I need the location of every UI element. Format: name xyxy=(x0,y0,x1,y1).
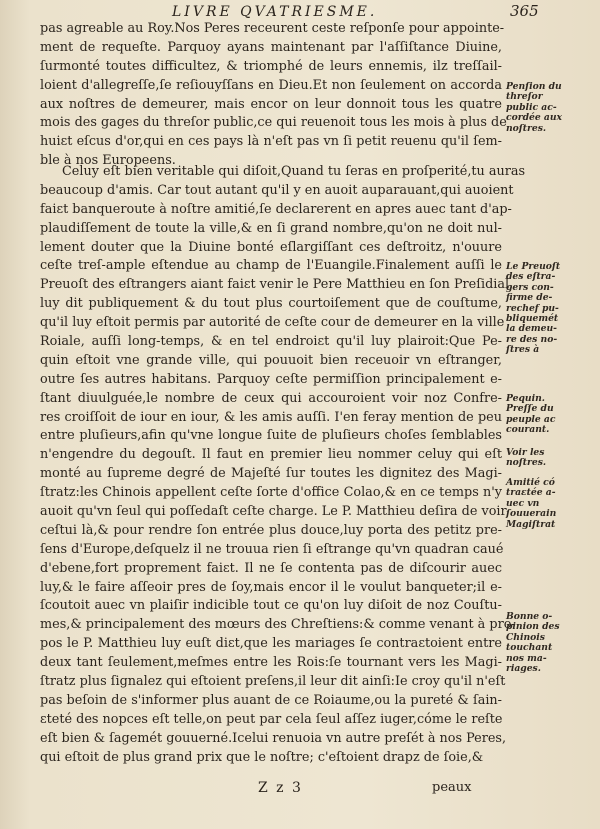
text-line: ceſte treſ-ample eſtendue au champ de l'Euangile.Finalement auſſi le xyxy=(40,258,502,274)
text-line: eſt bien & ſagemét gouuerné.Icelui renuoia vn autre preſét à nos Peres, xyxy=(40,730,507,746)
margin-note-line: Penſion du xyxy=(506,81,562,92)
text-line: ble à nos Europeens. xyxy=(40,153,176,169)
text-line: ɛteté des nopces eſt telle,on peut par cela ſeul aſſez iuger,cóme le reſte xyxy=(40,711,503,727)
text-line: ſtant diuulguée,le nombre de ceux qui accouroient voir noz Confre- xyxy=(40,390,502,406)
text-line: res croiſſoit de iour en iour, & les amis auſſi. I'en feray mention de peu xyxy=(40,409,502,425)
margin-note-line: Chinois xyxy=(506,631,545,643)
margin-note-pension xyxy=(506,82,596,134)
text-line: ceſtui là,& pour rendre ſon entrée plus douce,luy porta des petitz pre- xyxy=(40,522,502,538)
text-line: deux tant ſeulement,meſmes entre les Rois:ſe tournant vers les Magi- xyxy=(40,655,502,671)
margin-note-voir xyxy=(506,448,596,469)
text-line: aux noſtres de demeurer, mais encor on leur donnoit tous les quatre xyxy=(40,96,502,112)
text-line: pas agreable au Roy.Nos Peres receurent ceste reſponſe pour appointe- xyxy=(40,21,505,36)
margin-note-line: bliquemét xyxy=(506,312,559,324)
margin-note-line: la demeu- xyxy=(506,323,557,335)
margin-note-line: noſtres. xyxy=(506,122,547,134)
margin-note-line: cordée aux xyxy=(506,112,562,124)
text-line: ſtratz plus ſignalez qui eſtoient preſens,il leur dit ainſi:Ie croy qu'il n'eſt xyxy=(40,674,506,690)
signature-mark: Z z 3 xyxy=(258,780,303,796)
text-line: ment de requeſte. Parquoy ayans maintenant par l'aſſiſtance Diuine, xyxy=(40,39,502,55)
margin-note-line: nos ma- xyxy=(506,652,547,664)
text-line: ſurmonté toutes difficultez, & triomphé de leurs ennemis, ilz treſſail- xyxy=(40,58,502,74)
margin-note-mariages xyxy=(506,612,596,674)
margin-note-line: Bonne o- xyxy=(506,611,553,622)
text-line: outre ſes autres habitans. Parquoy ceſte permiſſion principalement e- xyxy=(40,371,502,387)
margin-note-line: pinion des xyxy=(506,621,560,633)
margin-note-line: ſtres à xyxy=(506,344,540,356)
catchword: peaux xyxy=(432,780,472,795)
margin-note-line: peuple ac xyxy=(506,413,556,425)
margin-note-line: noſtres. xyxy=(506,457,547,469)
text-line: luy,& le faire aſſeoir pres de ſoy,mais encor il le voulut banqueter;il e- xyxy=(40,579,502,595)
text-line: n'engendre du degouſt. Il faut en premier lieu nommer celuy qui eſt xyxy=(40,447,502,463)
margin-note-line: Magiſtrat xyxy=(506,518,556,530)
margin-note-line: gers con- xyxy=(506,281,554,293)
page-footer xyxy=(0,778,600,802)
text-line: Celuy eſt bien veritable qui diſoit,Quand tu ſeras en proſperité,tu auras xyxy=(62,164,526,179)
margin-note-line: traɛtée a- xyxy=(506,487,556,499)
margin-note-amitie xyxy=(506,478,596,530)
text-line: qu'il luy eſtoit permis par autorité de ceſte cour de demeurer en la ville xyxy=(40,315,505,331)
margin-note-line: Preſſe du xyxy=(506,403,554,415)
text-line: pas beſoin de s'informer plus auant de ce Roiaume,ou la pureté & ſain- xyxy=(40,692,502,708)
text-line: entre pluſieurs,afin qu'vne longue ſuite de pluſieurs choſes ſemblables xyxy=(40,428,502,444)
text-line: pos le P. Matthieu luy euſt diɛt,que les mariages ſe contraɛtoient entre xyxy=(40,636,502,652)
margin-note-line: ſouuerain xyxy=(506,508,557,520)
margin-note-line: firme de- xyxy=(506,292,553,304)
text-line: monté au ſupreme degré de Majeſté ſur toutes les dignitez des Magi- xyxy=(40,466,502,482)
text-line: Preuoſt des eſtrangers aiant faiɛt venir le Pere Matthieu en ſon Preſidial, xyxy=(40,277,514,293)
margin-note-line: Le Preuoſt xyxy=(506,261,561,272)
text-line: faiɛt banqueroute à noſtre amitié,ſe declarerent en apres auec tant d'ap- xyxy=(40,201,512,217)
margin-note-line: Pequin. xyxy=(506,393,545,404)
text-line: loient d'allegreſſe,ſe reſiouyſſans en Dieu.Et non ſeulement on accorda xyxy=(40,77,502,93)
margin-note-line: uec vn xyxy=(506,497,540,509)
margin-note-line: courant. xyxy=(506,424,550,436)
text-line: Roiale, auſſi long-temps, & en tel endroiɛt qu'il luy plairoit:Que Pe- xyxy=(40,334,502,350)
text-line: mes,& principalement des mœurs des Chreſtiens:& comme venant à pro- xyxy=(40,617,516,633)
text-line: lement douter que la Diuine bonté eſlargiſſant ces deſtroitz, n'ouure xyxy=(40,239,502,255)
text-line: beaucoup d'amis. Car tout autant qu'il y en auoit auparauant,qui auoient xyxy=(40,182,514,198)
margin-note-line: rechef pu- xyxy=(506,302,559,314)
margin-note-line: threſor xyxy=(506,91,543,103)
paragraph-1 xyxy=(40,20,507,171)
margin-note-line: public ac- xyxy=(506,101,557,113)
margin-note-prevost xyxy=(506,262,596,356)
text-line: plaudiſſement de toute la ville,& en ſi grand nombre,qu'on ne doit nul- xyxy=(40,220,502,236)
text-line: qui eſtoit de plus grand prix que le noſtre; c'eſtoient drapz de ſoie,& xyxy=(40,749,484,765)
running-title: LIVRE QVATRIESME. xyxy=(172,4,378,20)
text-line: quin eſtoit vne grande ville, qui pouuoit bien receuoir vn eſtranger, xyxy=(40,352,502,368)
margin-note-line: Amitié có xyxy=(506,477,555,488)
margin-note-line: Voir les xyxy=(506,447,545,458)
text-line: auoit qu'vn ſeul qui poſſedaſt ceſte charge. Le P. Matthieu deſira de voir xyxy=(40,504,507,520)
margin-note-line: des eſtra- xyxy=(506,271,556,283)
margin-note-line: riages. xyxy=(506,662,541,674)
margin-note-line: re des no- xyxy=(506,333,558,345)
text-line: mois des gages du threſor public,ce qui reuenoit tous les mois à plus de xyxy=(40,115,507,131)
text-line: luy dit publiquement & du tout plus courtoiſement que de couſtume, xyxy=(40,296,502,312)
text-line: ſcoutoit auec vn plaiſir indicible tout ce qu'on luy diſoit de noz Couſtu- xyxy=(40,598,502,614)
page-number: 365 xyxy=(510,2,539,20)
text-line: ſtratz:les Chinois appellent ceſte ſorte d'office Colao,& en ce temps n'y xyxy=(40,485,502,501)
text-line: ſens d'Europe,deſquelz il ne trouua rien ſi eſtrange qu'vn quadran caué xyxy=(40,541,504,557)
text-line: huiɛt eſcus d'or,qui en ces pays là n'eſt pas vn ſi petit reuenu qu'il ſem- xyxy=(40,134,502,150)
text-line: d'ebene,fort proprement faiɛt. Il ne ſe contenta pas de diſcourir auec xyxy=(40,560,502,576)
margin-note-line: touchant xyxy=(506,642,553,654)
margin-note-pequin xyxy=(506,394,596,436)
